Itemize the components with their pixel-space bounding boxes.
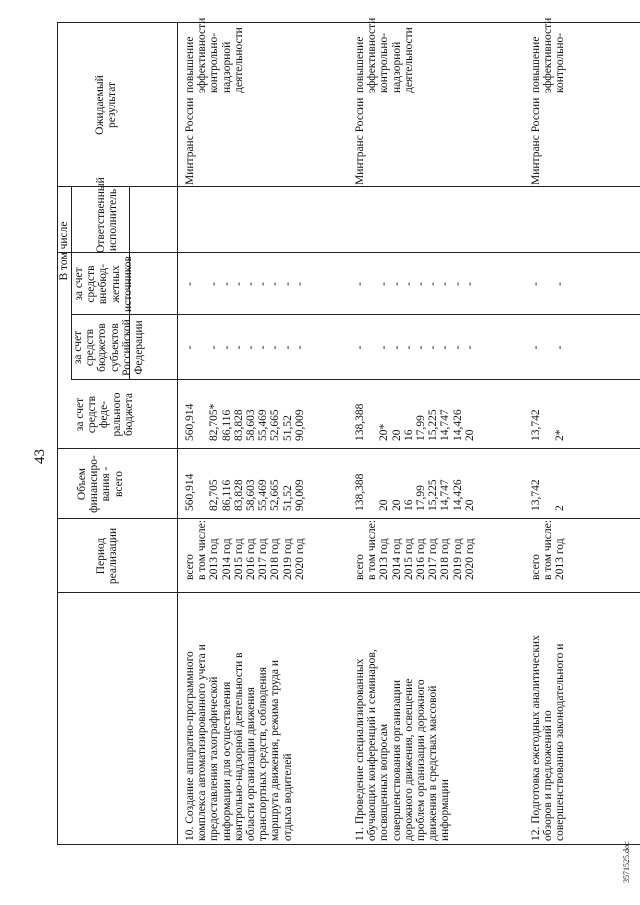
row-11-extra: - - - - - - - - - xyxy=(354,282,476,286)
col-border-total xyxy=(57,518,640,519)
footer-filename: 3571525.doc xyxy=(622,841,631,883)
header-including: В том числе xyxy=(58,221,70,281)
row-11-totals: 138,388 20 20 16 17,99 15,225 14,747 14,426 20 xyxy=(354,473,476,511)
header-regional: за счет средств бюджетов субъектов Российской Федерации xyxy=(72,319,146,376)
row-12-federal: 13,742 2* xyxy=(530,409,567,441)
header-total: Объем финансиро- вания - всего xyxy=(76,455,125,513)
col-border-result xyxy=(57,186,640,187)
header-extra: за счет средств внебюд- жетных источников xyxy=(73,256,134,312)
row-12-extra: - - xyxy=(530,282,567,286)
row-11-description: 11. Проведение специализированных обучающих конференций и семинаров, посвященных вопросам совершенствования организации дорожного движения, освещение проблем организации дорожного движения в средствах массовой информации xyxy=(354,649,452,841)
row-10-periods: всего в том числе: 2013 год 2014 год 2015 год 2016 год 2017 год 2018 год 2019 год 2020 год xyxy=(184,520,306,580)
row-11-result: повышение эффективности контрольно- надзорной деятельности xyxy=(354,17,415,93)
header-result: Ожидаемый результат xyxy=(94,75,119,135)
row-10-executor: Минтранс России xyxy=(184,97,196,185)
row-11-regional: - - - - - - - - - xyxy=(354,345,476,350)
row-11-executor: Минтранс России xyxy=(354,97,366,185)
header-period: Период реализации xyxy=(95,527,120,585)
page-number: 43 xyxy=(32,449,48,464)
col-border-period xyxy=(57,592,640,593)
header-bottom-border xyxy=(177,23,178,845)
row-10-regional: - - - - - - - - - xyxy=(184,345,306,350)
row-10-totals: 560,914 82,705 86,116 83,828 58,603 55,469 52,665 51,52 90,009 xyxy=(184,473,306,511)
row-11-periods: всего в том числе: 2013 год 2014 год 2015 год 2016 год 2017 год 2018 год 2019 год 2020 год xyxy=(354,520,476,580)
table-top-border xyxy=(57,23,58,845)
row-12-description: 12. Подготовка ежегодных аналитических обзоров и предложений по совершенствованию законодательного и xyxy=(530,635,567,841)
row-10-federal: 560,914 82,705* 86,116 83,828 58,603 55,469 52,665 51,52 90,009 xyxy=(184,403,306,441)
row-12-executor: Минтранс России xyxy=(530,97,542,185)
col-border-federal xyxy=(57,448,640,449)
row-10-description: 10. Создание аппаратно-программного комплекса автоматизированного учета и предоставления тахографической информации для осуществления контрольно-надзорной деятельности в области организации движения транспортных средств, соблюдения маршрута движения, режима труда и отдыха водителей xyxy=(184,644,294,841)
row-10-result: повышение эффективности контрольно- надзорной деятельности xyxy=(184,17,245,93)
row-12-periods: всего в том числе: 2013 год xyxy=(530,520,567,580)
header-federal: за счет средств феде- рального бюджета xyxy=(74,392,135,437)
header-executor: Ответственный исполнитель xyxy=(95,177,120,253)
row-10-extra: - - - - - - - - - xyxy=(184,282,306,286)
row-12-regional: - - xyxy=(530,345,567,350)
row-12-totals: 13,742 2 xyxy=(530,479,567,511)
row-12-result: повышение эффективности контрольно- xyxy=(530,17,567,93)
row-11-federal: 138,388 20* 20 16 17,99 15,225 14,747 14,426 20 xyxy=(354,403,476,441)
col-border-left xyxy=(57,844,640,845)
